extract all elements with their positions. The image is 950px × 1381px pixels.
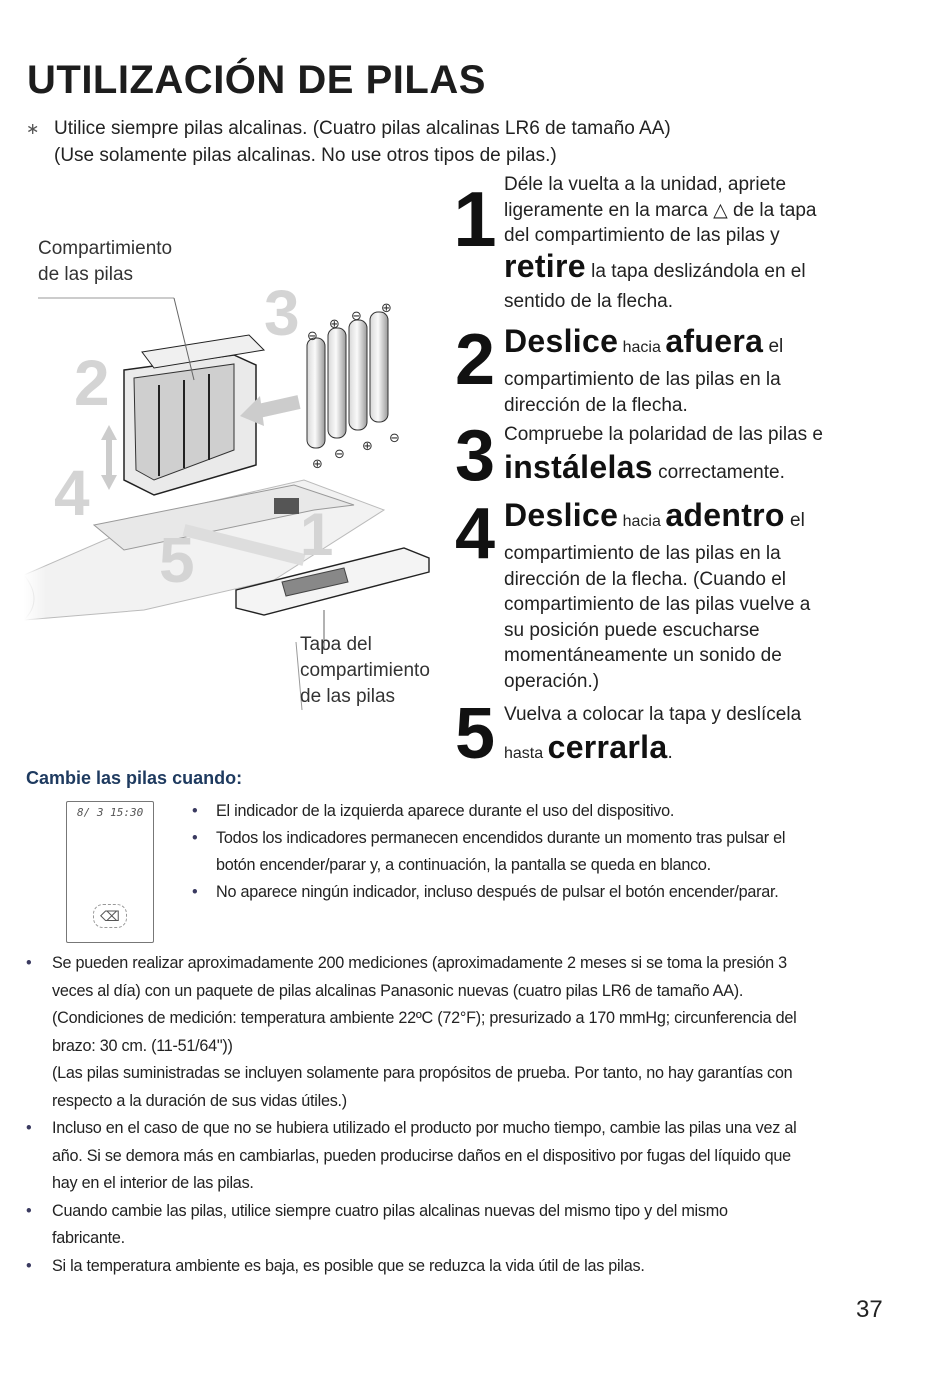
monitor-display-illustration [66,801,154,943]
note-3-line-1: Cuando cambie las pilas, utilice siempre cuatro pilas alcalinas nuevas del mismo tipo y del mismo [52,1201,728,1220]
step-number-5: 5 [454,694,496,774]
bullet-icon: • [26,1119,32,1137]
plus-icon: ⊕ [362,438,373,453]
step-2-keyword-2: afuera [665,323,764,359]
change-item-3: No aparece ningún indicador, incluso después de pulsar el botón encender/parar. [216,883,779,901]
change-item-2-line-2: botón encender/parar y, a continuación, la pantalla se queda en blanco. [216,856,711,874]
page-title: UTILIZACIÓN DE PILAS [27,58,486,102]
list-item [186,825,866,879]
step-4-keyword-1: Deslice [504,497,619,533]
note-3-line-2: fabricante. [52,1229,125,1247]
step-2-connector: hacia [618,339,666,356]
step-2-line-1-end: el [763,336,784,357]
step-5-keyword: cerrarla [547,728,668,765]
list-item [24,1115,894,1198]
step-5-period: . [667,741,673,763]
step-number-1: 1 [453,175,497,263]
step-1-line-2b: de la tapa [727,199,817,221]
step-4-keyword-2: adentro [665,497,785,533]
step-4-connector: hacia [618,513,666,530]
step-1 [448,172,918,312]
step-4-line-5: su posición puede escucharse [504,619,760,641]
bullet-icon: • [26,1256,32,1275]
step-3-line-1: Compruebe la polaridad de las pilas e [504,424,823,445]
step-4-line-7: operación.) [504,670,600,692]
note-1-line-3: (Condiciones de medición: temperatura ambiente 22ºC (72°F); presurizado a 170 mmHg; circunferencia del [52,1009,797,1027]
step-3-keyword: instálelas [504,448,653,485]
intro-note [26,116,671,169]
step-number-2: 2 [454,320,496,400]
plus-icon: ⊕ [381,300,392,315]
step-number-3: 3 [454,416,496,496]
list-item [24,1198,894,1253]
step-4-line-3: dirección de la flecha. (Cuando el [504,568,787,590]
triangle-mark-icon: △ [713,199,728,221]
plus-icon: ⊕ [312,456,323,471]
note-4-line-1: Si la temperatura ambiente es baja, es posible que se reduzca la vida útil de las pilas. [52,1256,645,1275]
note-1-line-4: brazo: 30 cm. (11-51/64")) [52,1036,233,1055]
note-2-line-1: Incluso en el caso de que no se hubiera utilizado el producto por mucho tiempo, cambie las pilas una vez al [52,1119,797,1137]
step-1-line-5: sentido de la flecha. [504,290,674,312]
cover-callout-line-1: Tapa del [300,634,372,655]
bullet-icon: • [26,954,32,972]
bullet-icon: • [26,1201,32,1220]
change-batteries-list [186,798,866,906]
battery-low-icon: ⌫ [93,904,127,928]
minus-icon: ⊖ [351,308,362,323]
step-2 [448,320,918,416]
cover-callout-line-3: de las pilas [300,686,396,707]
step-1-line-2a: ligeramente en la marca [504,199,714,221]
note-1-line-5: (Las pilas suministradas se incluyen solamente para propósitos de prueba. Por tanto, no hay garantías con [52,1064,793,1082]
note-2-line-3: hay en el interior de las pilas. [52,1174,254,1192]
cover-callout-line-2: compartimiento [300,660,430,681]
change-item-2-line-1: Todos los indicadores permanecen encendidos durante un momento tras pulsar el [216,829,786,847]
list-item [24,1253,894,1281]
minus-icon: ⊖ [334,446,345,461]
step-4 [448,496,918,696]
bullet-icon: • [192,883,198,901]
note-1-line-1: Se pueden realizar aproximadamente 200 mediciones (aproximadamente 2 meses si se toma la presión 3 [52,954,787,972]
bullet-icon: • [192,802,198,820]
page-number: 37 [856,1296,883,1323]
step-number-4: 4 [454,494,496,574]
intro-line-2: (Use solamente pilas alcalinas. No use otros tipos de pilas.) [54,145,557,166]
change-batteries-heading: Cambie las pilas cuando: [26,768,243,788]
step-2-line-3: dirección de la flecha. [504,394,688,416]
illus-step-5: 5 [159,524,195,596]
compartment-callout-line-1: Compartimiento [38,238,173,259]
change-item-1: El indicador de la izquierda aparece durante el uso del dispositivo. [216,802,675,820]
step-1-line-1: Déle la vuelta a la unidad, apriete [504,174,787,195]
illus-step-1: 1 [300,501,334,568]
battery-illustration [24,180,464,720]
asterisk-icon: ∗ [26,121,40,138]
intro-line-1: Utilice siempre pilas alcalinas. (Cuatro pilas alcalinas LR6 de tamaño AA) [54,118,671,139]
minus-icon: ⊖ [389,430,400,445]
compartment-callout [38,236,172,288]
note-2-line-2: año. Si se demora más en cambiarlas, pueden producirse daños en el dispositivo por fugas del líquido que [52,1146,791,1165]
list-item [186,879,866,906]
step-5-prefix: hasta [504,744,548,762]
plus-icon: ⊕ [329,316,340,331]
bullet-icon: • [192,829,198,847]
step-4-line-1-end: el [784,510,805,531]
batteries-icon [307,312,388,448]
step-1-line-4: la tapa deslizándola en el [585,260,806,282]
step-5-line-1: Vuelva a colocar la tapa y deslícela [504,704,802,725]
step-5 [448,694,918,774]
note-1-line-6: respecto a la duración de sus vidas útiles.) [52,1091,347,1110]
step-4-line-6: momentáneamente un sonido de [504,645,782,666]
step-2-line-2: compartimiento de las pilas en la [504,369,781,390]
battery-notes-list [24,950,894,1280]
note-1-line-2: veces al día) con un paquete de pilas alcalinas Panasonic nuevas (cuatro pilas LR6 de tamaño AA). [52,981,744,1000]
list-item [24,950,894,1115]
cover-callout [300,632,430,710]
minus-icon: ⊖ [307,328,318,343]
compartment-callout-line-2: de las pilas [38,264,134,285]
step-1-keyword: retire [504,247,586,284]
step-2-keyword-1: Deslice [504,323,619,359]
step-4-line-2: compartimiento de las pilas en la [504,543,781,564]
step-4-line-4: compartimiento de las pilas vuelve a [504,594,811,615]
illus-step-2: 2 [74,347,110,419]
step-3 [448,416,918,496]
step-3-line-2-end: correctamente. [652,461,785,483]
list-item [186,798,866,825]
display-datetime: 8/ 3 15:30 [77,806,144,819]
step-1-line-3: del compartimiento de las pilas y [504,225,780,246]
illus-step-3: 3 [264,277,300,349]
